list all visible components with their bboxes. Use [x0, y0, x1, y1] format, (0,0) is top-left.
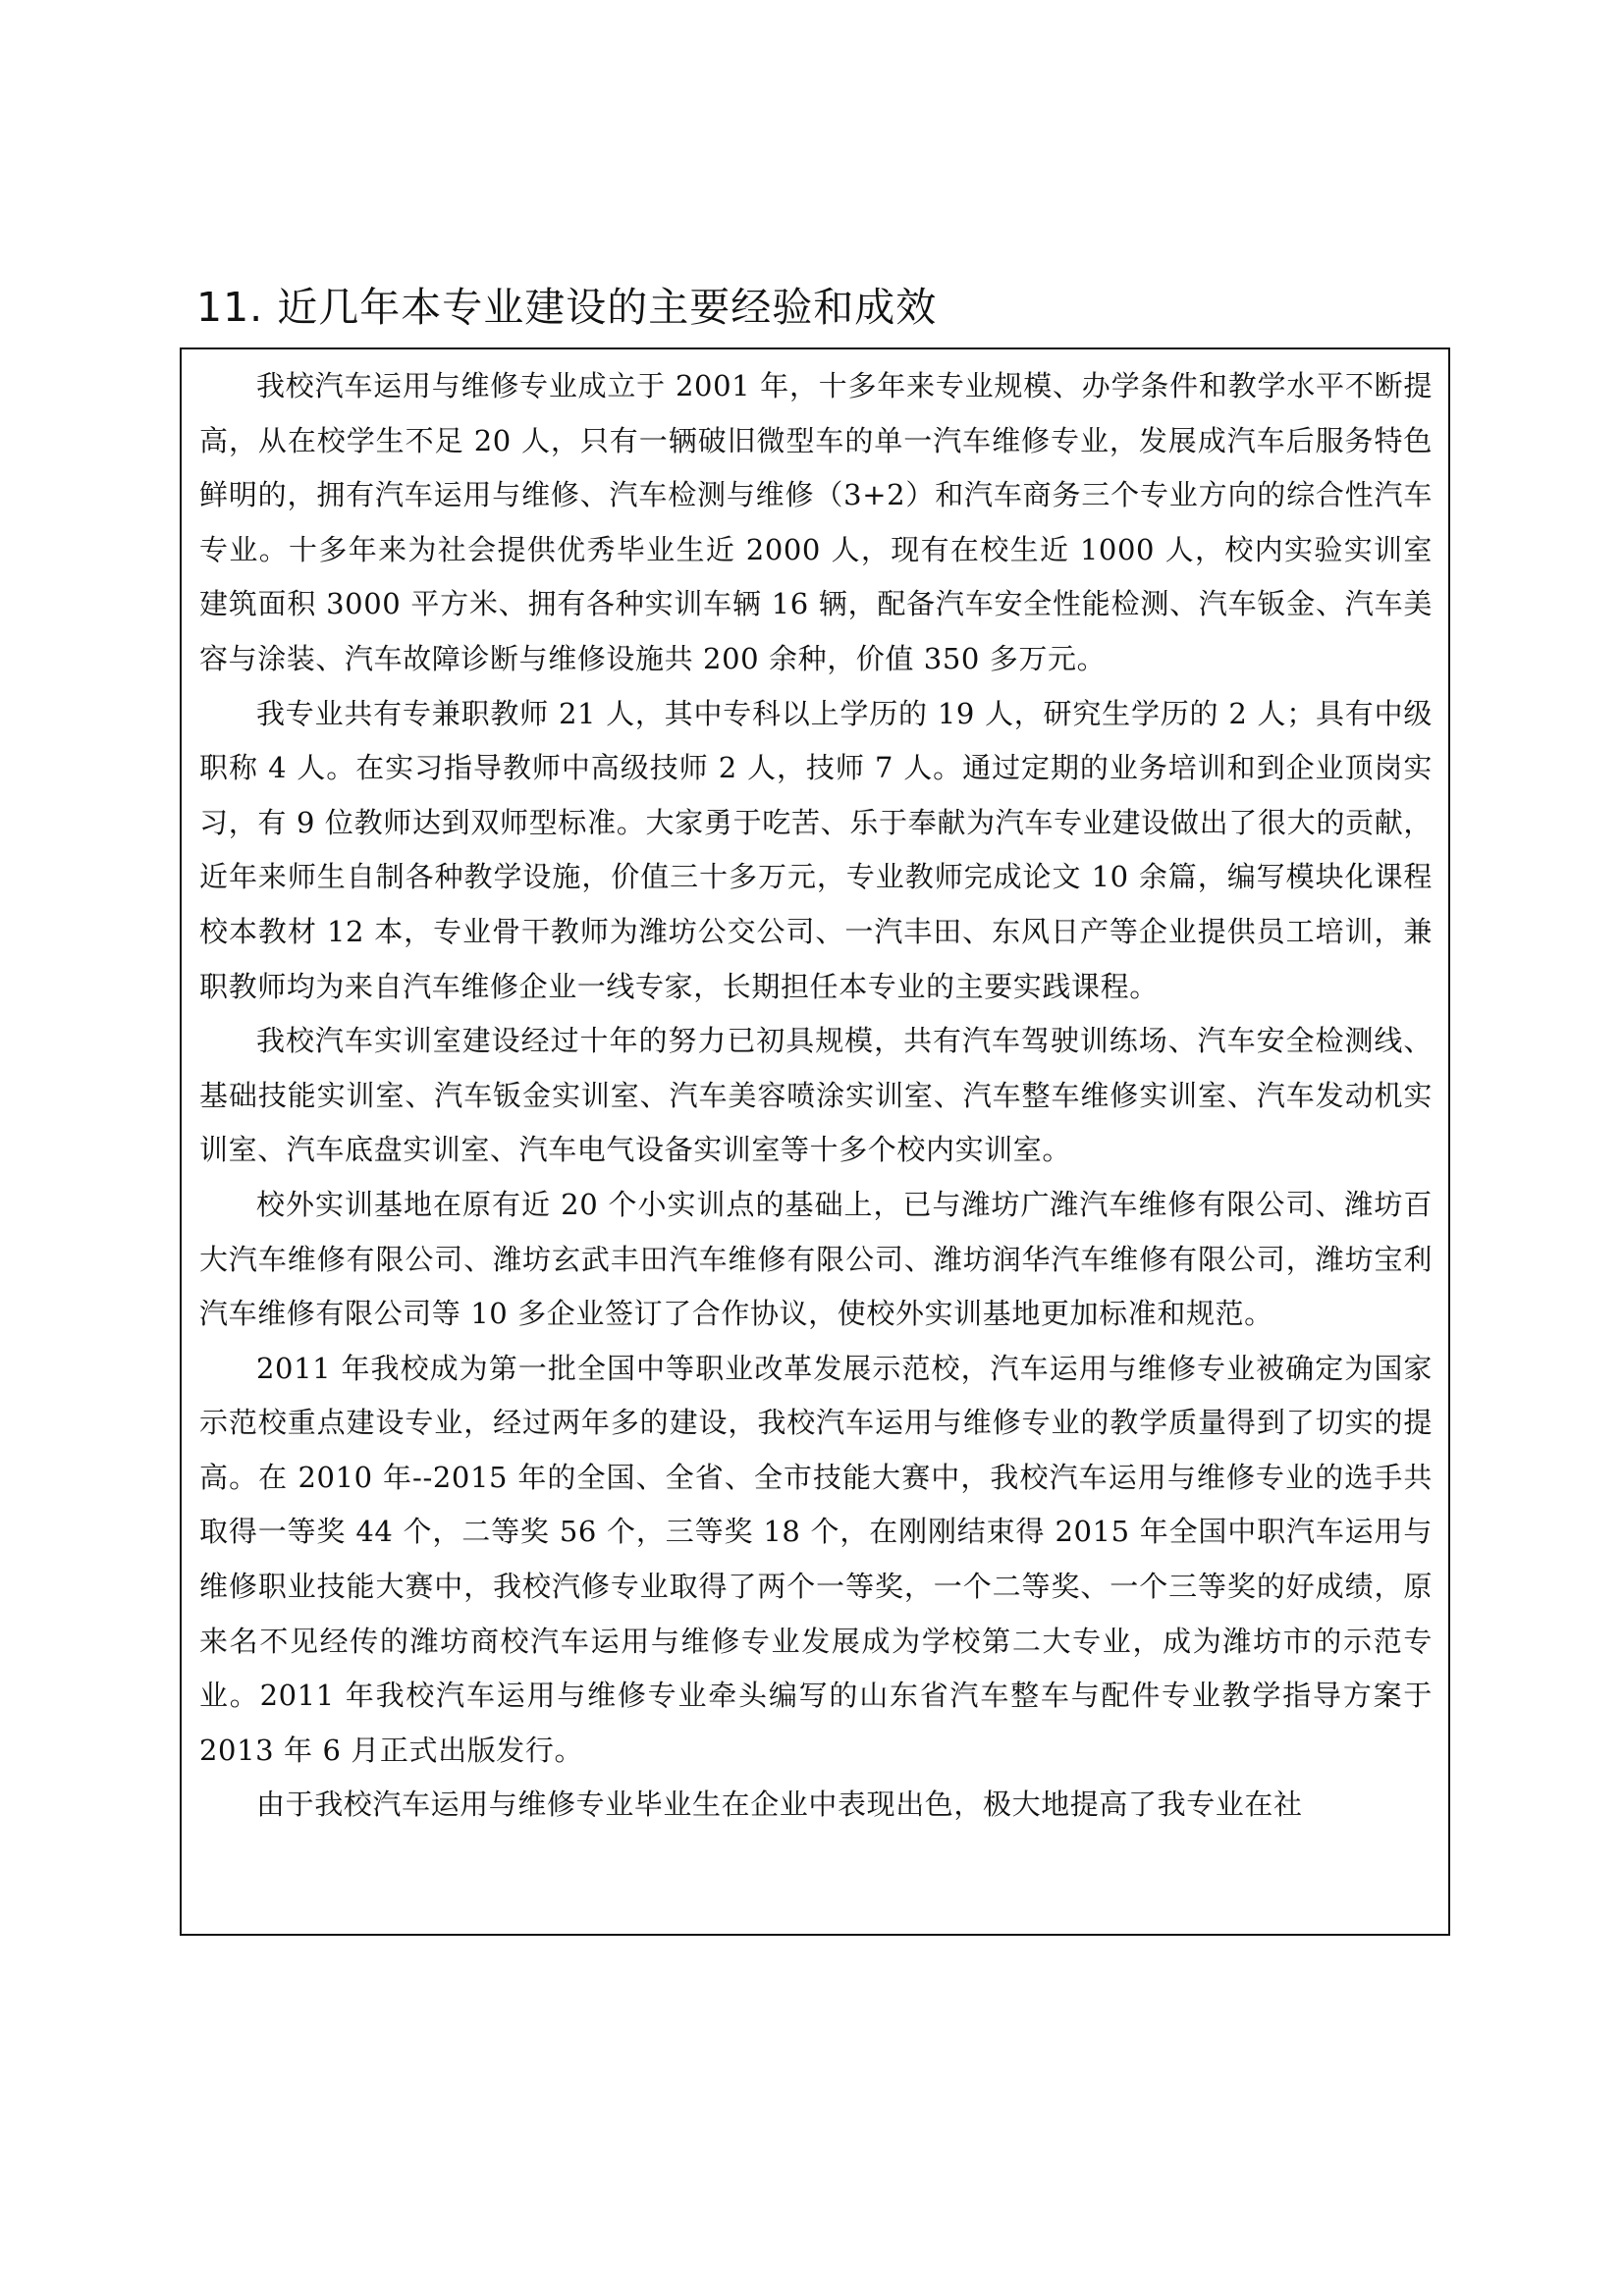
- content-box: [180, 347, 1450, 1936]
- paragraph-graduates: 由于我校汽车运用与维修专业毕业生在企业中表现出色，极大地提高了我专业在社: [256, 1788, 1303, 1822]
- paragraph-overview: 我校汽车运用与维修专业成立于 2001 年，十多年来专业规模、办学条件和教学水平不断提高，从在校学生不足 20 人，只有一辆破旧微型车的单一汽车维修专业，发展成汽车后服务特色鲜明的，拥有汽车运用与维修、汽车检测与维修（3+2）和汽车商务三个专业方向的综合性汽车专业。十多年来为社会提供优秀毕业生近 2000 人，现有在校生近 1000 人，校内实验实训室建筑面积 3000 平方米、拥有各种实训车辆 16 辆，配备汽车安全性能检测、汽车钣金、汽车美容与涂装、汽车故障诊断与维修设施共 200 余种，价值 350 多万元。: [199, 369, 1433, 675]
- section-heading: 11. 近几年本专业建设的主要经验和成效: [196, 284, 938, 331]
- paragraph-training-rooms: 我校汽车实训室建设经过十年的努力已初具规模，共有汽车驾驶训练场、汽车安全检测线、基础技能实训室、汽车钣金实训室、汽车美容喷涂实训室、汽车整车维修实训室、汽车发动机实训室、汽车底盘实训室、汽车电气设备实训室等十多个校内实训室。: [199, 1024, 1433, 1167]
- paragraph-achievements: 2011 年我校成为第一批全国中等职业改革发展示范校，汽车运用与维修专业被确定为国家示范校重点建设专业，经过两年多的建设，我校汽车运用与维修专业的教学质量得到了切实的提高。在 2010 年--2015 年的全国、全省、全市技能大赛中，我校汽车运用与维修专业的选手共取得一等奖 44 个，二等奖 56 个，三等奖 18 个，在刚刚结束得 2015 年全国中职汽车运用与维修职业技能大赛中，我校汽修专业取得了两个一等奖，一个二等奖、一个三等奖的好成绩，原来名不见经传的潍坊商校汽车运用与维修专业发展成为学校第二大专业，成为潍坊市的示范专业。2011 年我校汽车运用与维修专业牵头编写的山东省汽车整车与配件专业教学指导方案于 2013 年 6 月正式出版发行。: [199, 1351, 1433, 1767]
- paragraph-faculty: 我专业共有专兼职教师 21 人，其中专科以上学历的 19 人，研究生学历的 2 人；具有中级职称 4 人。在实习指导教师中高级技师 2 人，技师 7 人。通过定期的业务培训和到企业顶岗实习，有 9 位教师达到双师型标准。大家勇于吃苦、乐于奉献为汽车专业建设做出了很大的贡献，近年来师生自制各种教学设施，价值三十多万元，专业教师完成论文 10 余篇，编写模块化课程校本教材 12 本，专业骨干教师为潍坊公交公司、一汽丰田、东风日产等企业提供员工培训，兼职教师均为来自汽车维修企业一线专家，长期担任本专业的主要实践课程。: [199, 696, 1433, 1003]
- paragraph-external-bases: 校外实训基地在原有近 20 个小实训点的基础上，已与潍坊广潍汽车维修有限公司、潍坊百大汽车维修有限公司、潍坊玄武丰田汽车维修有限公司、潍坊润华汽车维修有限公司，潍坊宝利汽车维修有限公司等 10 多企业签订了合作协议，使校外实训基地更加标准和规范。: [199, 1187, 1433, 1331]
- content-body: [199, 359, 1433, 1833]
